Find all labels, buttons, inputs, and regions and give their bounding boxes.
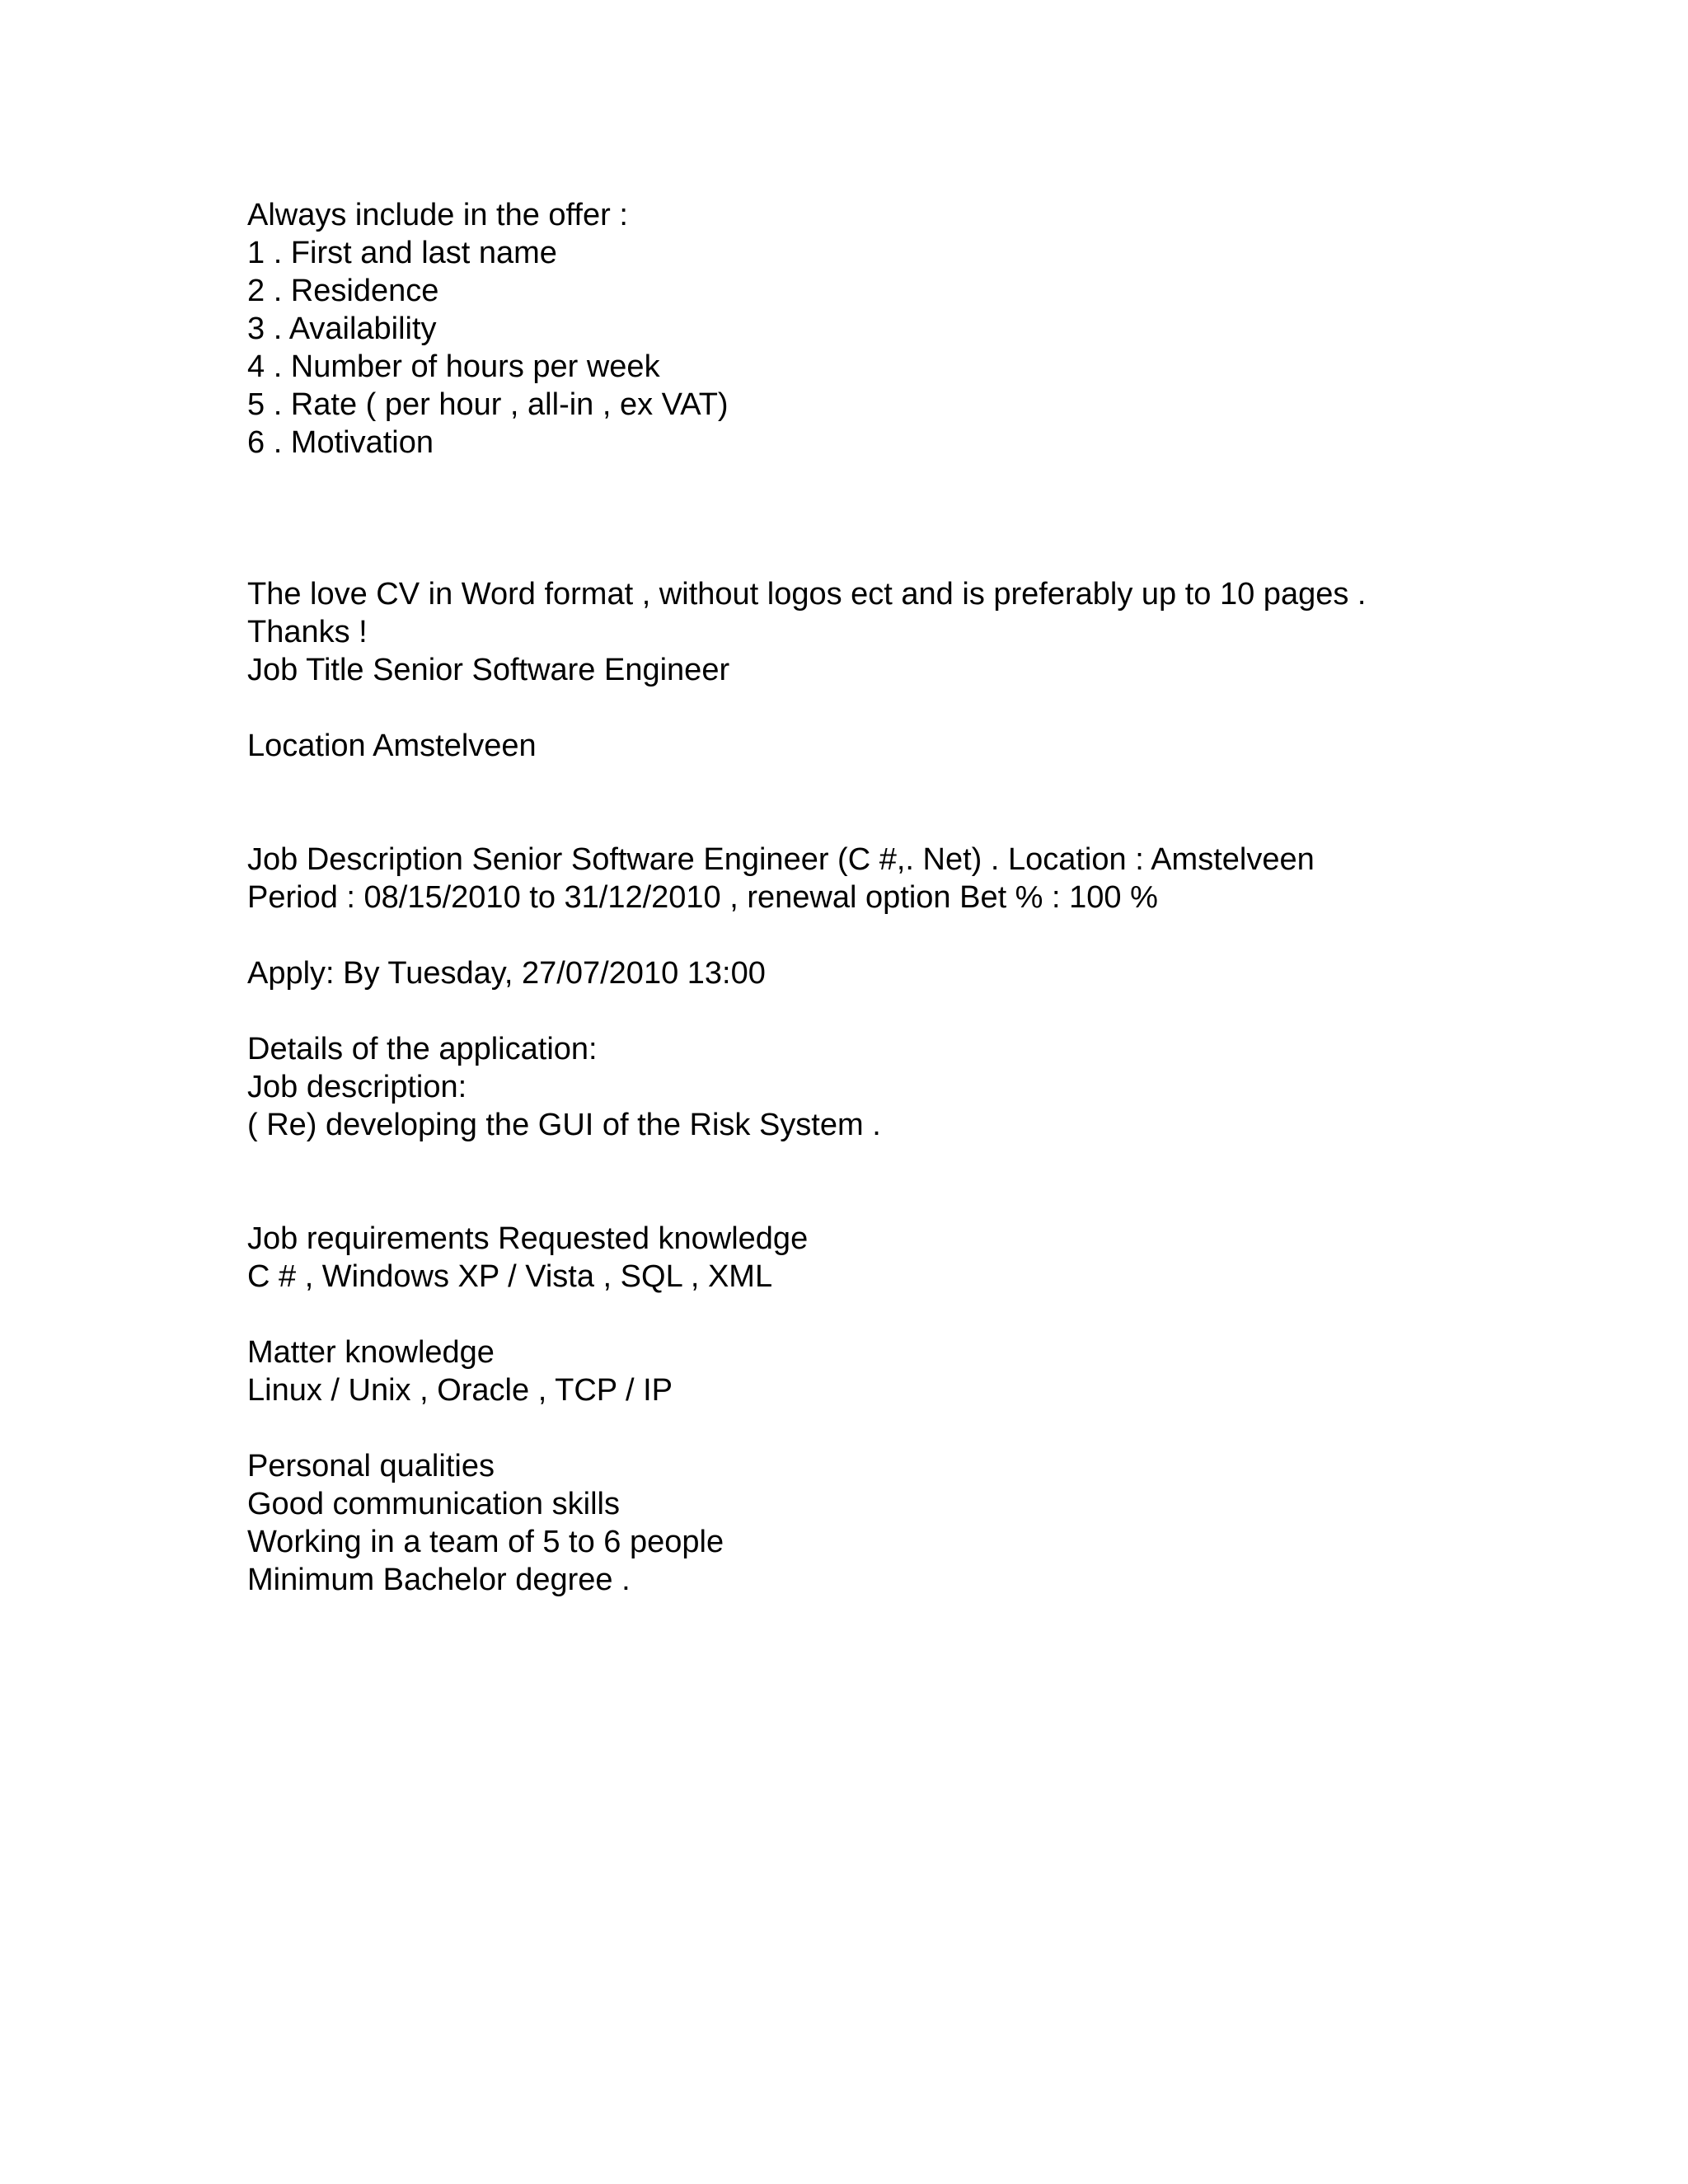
personal-quality-item: Minimum Bachelor degree . (247, 1563, 631, 1597)
document-body (247, 196, 1648, 1599)
personal-quality-item: Good communication skills (247, 1487, 620, 1521)
spacer (247, 1144, 1648, 1182)
offer-item: 3 . Availability (247, 312, 437, 346)
offer-heading: Always include in the offer : (247, 198, 628, 232)
details-text: ( Re) developing the GUI of the Risk System . (247, 1108, 881, 1142)
offer-item: 6 . Motivation (247, 425, 434, 460)
spacer (247, 1409, 1648, 1447)
spacer (247, 1296, 1648, 1333)
details-heading: Details of the application: (247, 1032, 598, 1066)
offer-item: 4 . Number of hours per week (247, 349, 660, 384)
job-description-line: Job Description Senior Software Engineer (C #,. Net) . Location : Amstelveen (247, 842, 1315, 877)
spacer (247, 916, 1648, 954)
requirements-heading: Job requirements Requested knowledge (247, 1221, 809, 1256)
spacer (247, 1182, 1648, 1220)
job-title: Job Title Senior Software Engineer (247, 653, 730, 687)
spacer (247, 803, 1648, 841)
spacer (247, 992, 1648, 1030)
apply-deadline: Apply: By Tuesday, 27/07/2010 13:00 (247, 956, 766, 991)
offer-item: 5 . Rate ( per hour , all-in , ex VAT) (247, 387, 729, 422)
requirements-text: C # , Windows XP / Vista , SQL , XML (247, 1259, 773, 1294)
personal-quality-item: Working in a team of 5 to 6 people (247, 1525, 724, 1559)
spacer (247, 689, 1648, 727)
location-text: Location Amstelveen (247, 729, 537, 763)
personal-qualities-heading: Personal qualities (247, 1449, 495, 1483)
offer-item: 1 . First and last name (247, 236, 557, 270)
matter-knowledge-text: Linux / Unix , Oracle , TCP / IP (247, 1373, 673, 1408)
cv-note: The love CV in Word format , without logos ect and is preferably up to 10 pages . (247, 577, 1367, 612)
matter-knowledge-heading: Matter knowledge (247, 1335, 495, 1370)
thanks-text: Thanks ! (247, 615, 368, 649)
details-subheading: Job description: (247, 1070, 467, 1104)
spacer (247, 765, 1648, 803)
offer-item: 2 . Residence (247, 274, 439, 308)
job-period-line: Period : 08/15/2010 to 31/12/2010 , renewal option Bet % : 100 % (247, 880, 1158, 915)
spacer (247, 462, 1648, 575)
